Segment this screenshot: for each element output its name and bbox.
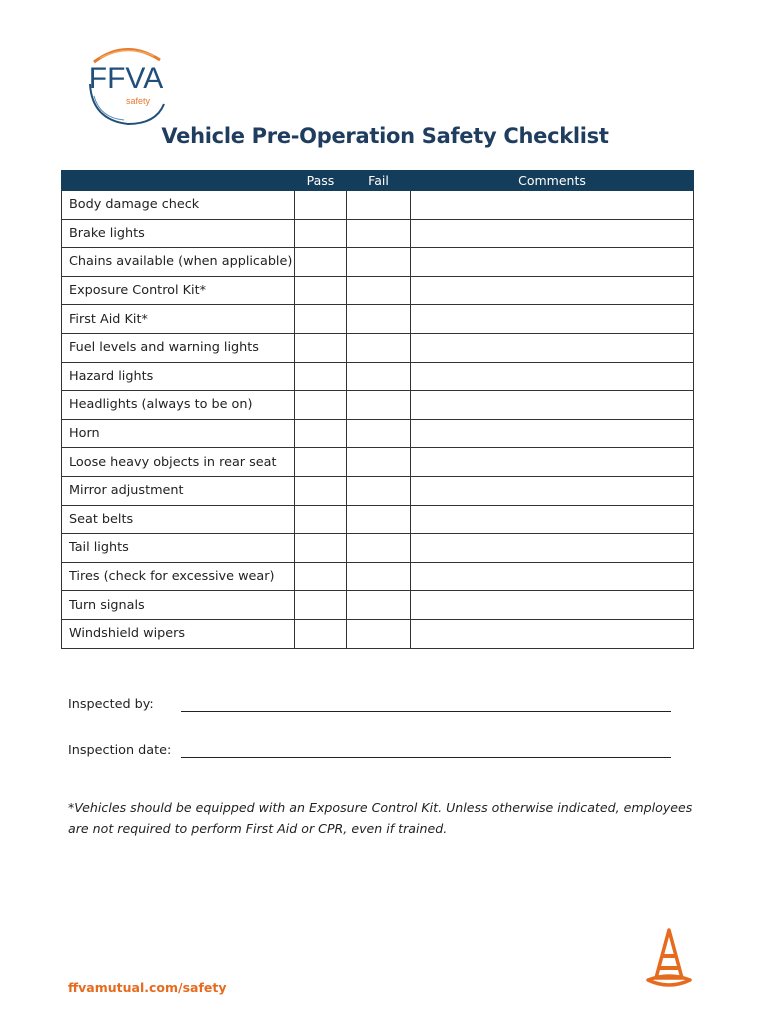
item-label: Headlights (always to be on) [62, 391, 295, 420]
fail-cell[interactable] [347, 362, 411, 391]
footer-url[interactable]: ffvamutual.com/safety [68, 980, 227, 995]
checklist-body [62, 191, 694, 649]
table-row [62, 419, 694, 448]
inspection-date-label: Inspection date: [68, 743, 172, 758]
fail-cell[interactable] [347, 333, 411, 362]
item-label: Windshield wipers [62, 619, 295, 648]
header-item [62, 171, 295, 191]
fail-cell[interactable] [347, 505, 411, 534]
comments-cell[interactable] [411, 333, 694, 362]
fail-cell[interactable] [347, 219, 411, 248]
inspected-by-label: Inspected by: [68, 697, 154, 712]
fail-cell[interactable] [347, 562, 411, 591]
pass-cell[interactable] [295, 619, 347, 648]
comments-cell[interactable] [411, 619, 694, 648]
fail-cell[interactable] [347, 248, 411, 277]
comments-cell[interactable] [411, 191, 694, 220]
header-pass: Pass [295, 171, 347, 191]
fail-cell[interactable] [347, 476, 411, 505]
table-row [62, 276, 694, 305]
traffic-cone-icon [644, 928, 694, 992]
pass-cell[interactable] [295, 448, 347, 477]
table-row [62, 248, 694, 277]
pass-cell[interactable] [295, 191, 347, 220]
item-label: Horn [62, 419, 295, 448]
fail-cell[interactable] [347, 391, 411, 420]
comments-cell[interactable] [411, 419, 694, 448]
table-row [62, 476, 694, 505]
comments-cell[interactable] [411, 476, 694, 505]
pass-cell[interactable] [295, 562, 347, 591]
item-label: Turn signals [62, 591, 295, 620]
comments-cell[interactable] [411, 305, 694, 334]
item-label: Hazard lights [62, 362, 295, 391]
fail-cell[interactable] [347, 191, 411, 220]
comments-cell[interactable] [411, 391, 694, 420]
fail-cell[interactable] [347, 448, 411, 477]
pass-cell[interactable] [295, 219, 347, 248]
comments-cell[interactable] [411, 362, 694, 391]
item-label: Exposure Control Kit* [62, 276, 295, 305]
pass-cell[interactable] [295, 276, 347, 305]
fail-cell[interactable] [347, 305, 411, 334]
item-label: Fuel levels and warning lights [62, 333, 295, 362]
item-label: Seat belts [62, 505, 295, 534]
comments-cell[interactable] [411, 219, 694, 248]
page-title: Vehicle Pre-Operation Safety Checklist [161, 124, 609, 148]
table-row [62, 219, 694, 248]
ffva-logo-icon [80, 44, 172, 128]
comments-cell[interactable] [411, 448, 694, 477]
item-label: Loose heavy objects in rear seat [62, 448, 295, 477]
inspected-by-line[interactable] [181, 711, 671, 712]
logo-text: FFVA [88, 62, 164, 95]
table-row [62, 448, 694, 477]
pass-cell[interactable] [295, 305, 347, 334]
table-row [62, 562, 694, 591]
header-fail: Fail [347, 171, 411, 191]
fail-cell[interactable] [347, 419, 411, 448]
pass-cell[interactable] [295, 391, 347, 420]
pass-cell[interactable] [295, 534, 347, 563]
item-label: Body damage check [62, 191, 295, 220]
comments-cell[interactable] [411, 562, 694, 591]
pass-cell[interactable] [295, 419, 347, 448]
pass-cell[interactable] [295, 333, 347, 362]
pass-cell[interactable] [295, 476, 347, 505]
comments-cell[interactable] [411, 248, 694, 277]
item-label: Tail lights [62, 534, 295, 563]
table-row [62, 591, 694, 620]
item-label: First Aid Kit* [62, 305, 295, 334]
table-row [62, 534, 694, 563]
table-row [62, 619, 694, 648]
comments-cell[interactable] [411, 276, 694, 305]
comments-cell[interactable] [411, 591, 694, 620]
ffva-safety-logo [80, 44, 172, 128]
table-row [62, 362, 694, 391]
item-label: Brake lights [62, 219, 295, 248]
fail-cell[interactable] [347, 276, 411, 305]
footnote: *Vehicles should be equipped with an Exposure Control Kit. Unless otherwise indicated, employees are not required to perform First Aid or CPR, even if trained. [68, 800, 693, 836]
logo-subtext: safety [125, 96, 151, 106]
inspection-date-line[interactable] [181, 757, 671, 758]
fail-cell[interactable] [347, 534, 411, 563]
pass-cell[interactable] [295, 505, 347, 534]
table-header-row [62, 171, 694, 191]
table-row [62, 391, 694, 420]
pass-cell[interactable] [295, 248, 347, 277]
table-row [62, 191, 694, 220]
checklist-table [61, 170, 694, 649]
item-label: Tires (check for excessive wear) [62, 562, 295, 591]
header-comments: Comments [411, 171, 694, 191]
table-row [62, 505, 694, 534]
comments-cell[interactable] [411, 534, 694, 563]
fail-cell[interactable] [347, 591, 411, 620]
pass-cell[interactable] [295, 591, 347, 620]
item-label: Chains available (when applicable) [62, 248, 295, 277]
table-row [62, 333, 694, 362]
pass-cell[interactable] [295, 362, 347, 391]
comments-cell[interactable] [411, 505, 694, 534]
table-row [62, 305, 694, 334]
fail-cell[interactable] [347, 619, 411, 648]
item-label: Mirror adjustment [62, 476, 295, 505]
